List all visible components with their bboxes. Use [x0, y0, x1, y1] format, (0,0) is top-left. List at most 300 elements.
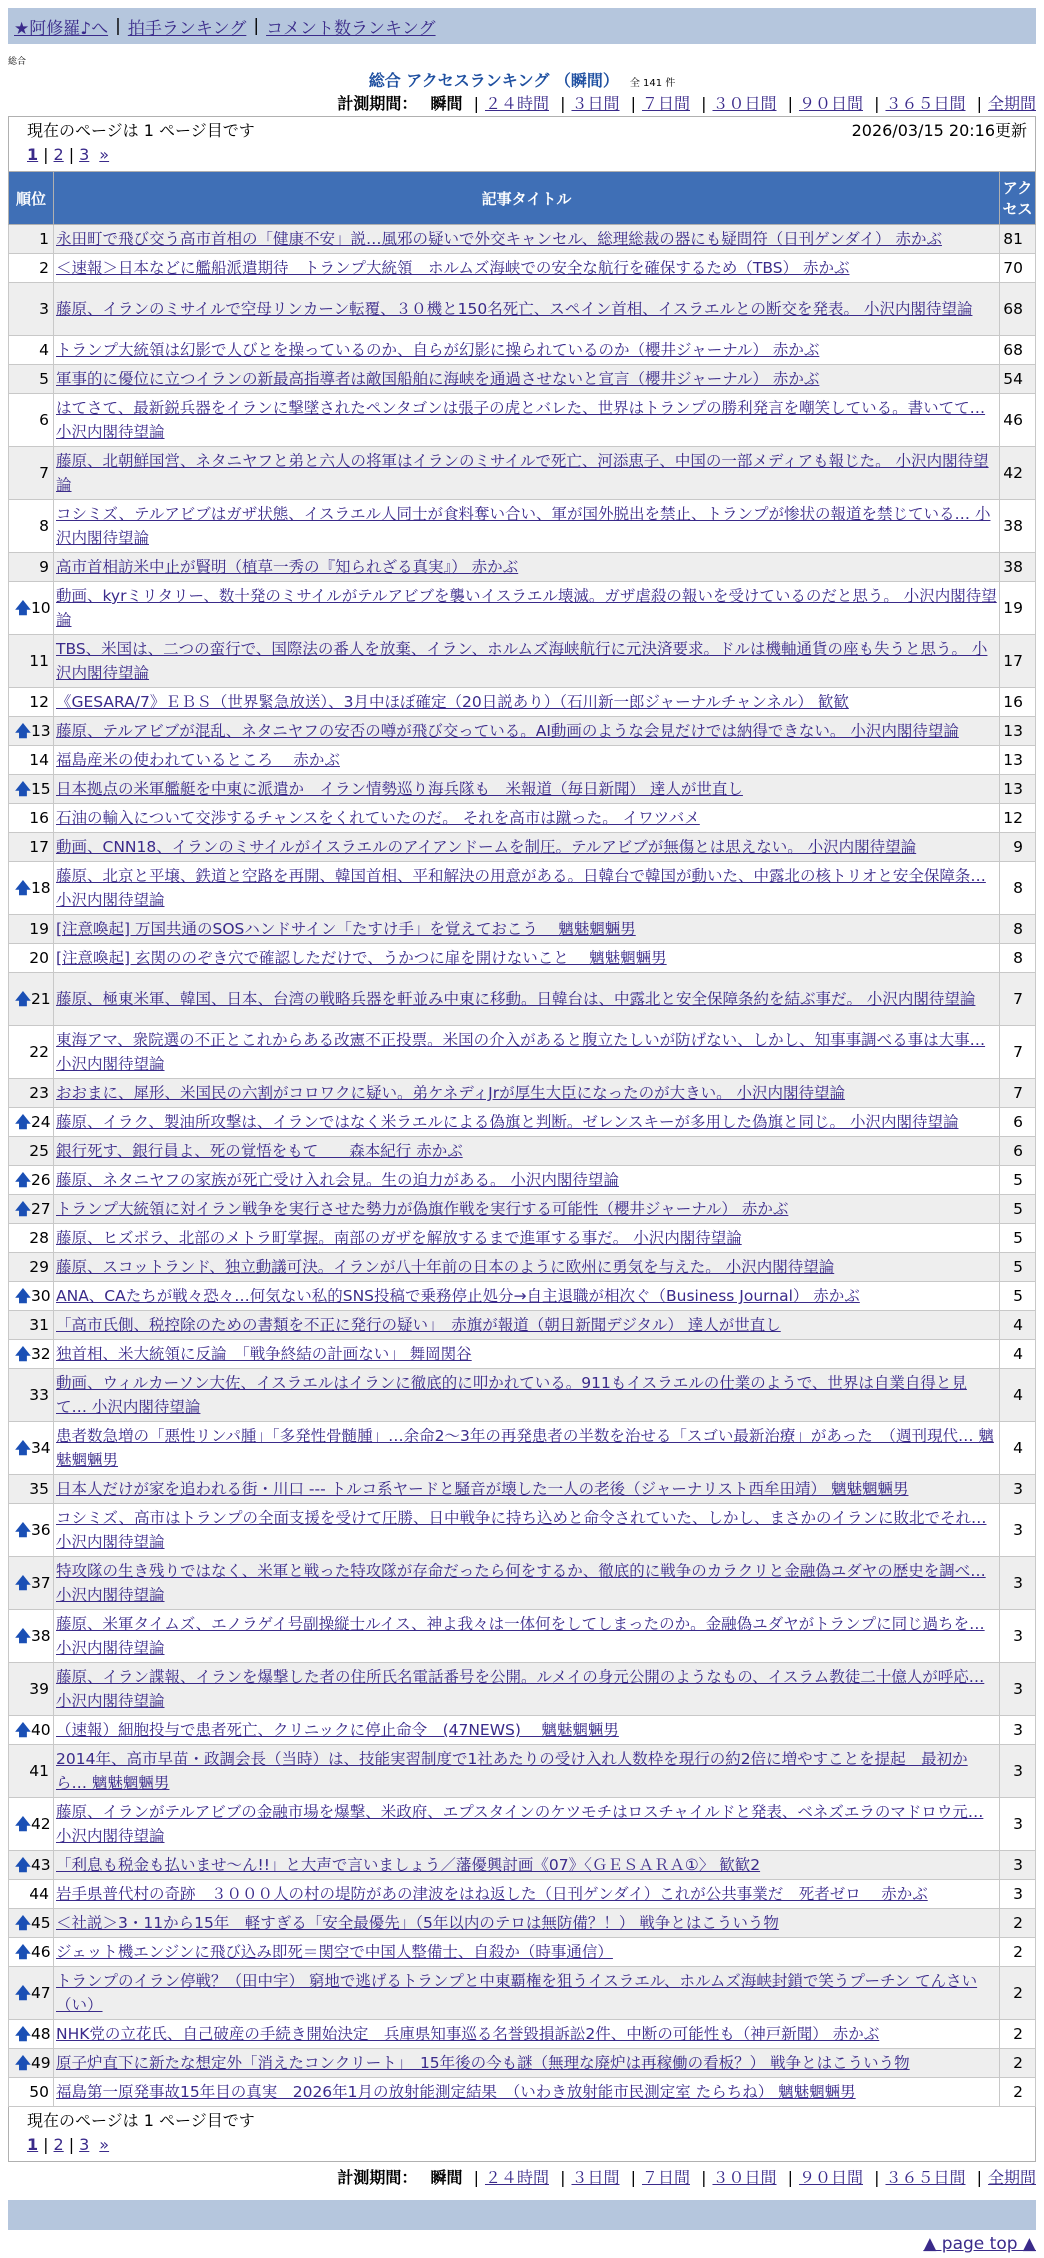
table-row — [9, 1137, 1036, 1166]
rank-up-arrow-icon: 🡅 — [15, 1287, 31, 1305]
rank-cell — [9, 1967, 54, 2020]
article-link[interactable]: [注意喚起] 玄関ののぞき穴で確認しただけで、うかつに扉を開けないこと 魑魅魍魎男 — [56, 949, 667, 967]
rank-cell — [9, 635, 54, 688]
access-count: 3 — [1000, 1475, 1036, 1504]
access-count: 54 — [1000, 365, 1036, 394]
period-link[interactable]: ３６５日間 — [885, 94, 966, 113]
period-selector-bottom: 計測期間： 瞬間 | ２４時間 | ３日間 | ７日間 | ３０日間 | ９０日間 | ３６５日間 | 全期間 — [337, 2168, 1036, 2187]
article-link[interactable]: 藤原、イラク、製油所攻撃は、イランではなく米ラエルによる偽旗と判断。ゼレンスキーが多用した偽旗と同じ。 小沢内閣待望論 — [56, 1113, 959, 1131]
rank-number: 46 — [30, 1943, 51, 1961]
access-count: 3 — [1000, 1663, 1036, 1716]
access-count: 7 — [1000, 973, 1036, 1026]
access-count: 38 — [1000, 500, 1036, 553]
title-cell — [54, 582, 1000, 635]
page-top-link[interactable]: ▲ page top ▲ — [923, 2234, 1036, 2254]
title-cell — [54, 1967, 1000, 2020]
rank-number: 12 — [29, 693, 49, 711]
title-cell — [54, 365, 1000, 394]
rank-cell — [9, 1026, 54, 1079]
article-link[interactable]: コシミズ、高市はトランプの全面支援を受けて圧勝、日中戦争に持ち込めと命令されていた、しかし、まさかのイランに敗北でそれ… 小沢内閣待望論 — [56, 1509, 987, 1551]
access-count: 13 — [1000, 746, 1036, 775]
table-row — [9, 1663, 1036, 1716]
rank-number: 34 — [30, 1439, 51, 1457]
table-row — [9, 2078, 1036, 2107]
table-row — [9, 2049, 1036, 2078]
article-link[interactable]: ANA、CAたちが戦々恐々…何気ない私的SNS投稿で乗務停止処分→自主退職が相次ぐ（Business Journal） 赤かぶ — [56, 1287, 860, 1305]
period-link[interactable]: ７日間 — [641, 2168, 690, 2187]
rank-up-arrow-icon: 🡅 — [15, 1943, 31, 1961]
rank-cell — [9, 1422, 54, 1475]
table-row — [9, 717, 1036, 746]
total-count: 全 141 件 — [629, 78, 676, 89]
rank-number: 35 — [29, 1480, 49, 1498]
rank-cell — [9, 254, 54, 283]
title-cell — [54, 1340, 1000, 1369]
rank-cell — [9, 973, 54, 1026]
title-cell — [54, 2049, 1000, 2078]
article-link[interactable]: 高市首相訪米中止が賢明（植草一秀の『知られざる真実』） 赤かぶ — [56, 558, 519, 576]
article-link[interactable]: 動画、kyrミリタリー、数十発のミサイルがテルアビブを襲いイスラエル壊滅。ガザ虐殺の報いを受けているのだと思う。 小沢内閣待望論 — [56, 587, 997, 629]
article-link[interactable]: 動画、ウィルカーソン大佐、イスラエルはイランに徹底的に叩かれている。911もイスラエルの仕業のようで、世界は自業自得と見て… 小沢内閣待望論 — [56, 1374, 967, 1416]
access-count: 3 — [1000, 1745, 1036, 1798]
article-link[interactable]: 岩手県普代村の奇跡 ３０００人の村の堤防があの津波をはね返した（日刊ゲンダイ）これが公共事業だ 死者ゼロ 赤かぶ — [56, 1885, 928, 1903]
rank-cell — [9, 775, 54, 804]
rank-cell — [9, 833, 54, 862]
rank-cell — [9, 1745, 54, 1798]
access-count: 8 — [1000, 862, 1036, 915]
rank-number: 23 — [29, 1084, 49, 1102]
article-link[interactable]: 原子炉直下に新たな想定外「消えたコンクリート」 15年後の今も謎（無理な廃炉は再稼働の看板？） 戦争とはこういう物 — [56, 2054, 910, 2072]
period-link[interactable]: ３０日間 — [712, 2168, 777, 2187]
pager: 1 | 2 | 3 » — [27, 2135, 110, 2154]
rank-number: 37 — [30, 1574, 51, 1592]
title-cell — [54, 1195, 1000, 1224]
article-link[interactable]: （速報）細胞投与で患者死亡、クリニックに停止命令 (47NEWS) 魑魅魍魎男 — [56, 1721, 619, 1739]
table-row — [9, 1880, 1036, 1909]
rank-cell — [9, 1663, 54, 1716]
period-link[interactable]: ３０日間 — [712, 94, 777, 113]
title-cell — [54, 1282, 1000, 1311]
title-cell — [54, 717, 1000, 746]
article-link[interactable]: おおまに、犀形、米国民の六割がコロワクに疑い。弟ケネディJrが厚生大臣になったのが大きい。 小沢内閣待望論 — [56, 1084, 846, 1102]
access-count: 2 — [1000, 2020, 1036, 2049]
rank-cell — [9, 283, 54, 336]
rank-number: 47 — [30, 1984, 51, 2002]
rank-cell — [9, 1851, 54, 1880]
ranking-table — [8, 171, 1036, 2107]
article-link[interactable]: 藤原、極東米軍、韓国、日本、台湾の戦略兵器を軒並み中東に移動。日韓台は、中露北と安全保障条約を結ぶ事だ。 小沢内閣待望論 — [56, 990, 976, 1008]
table-row — [9, 833, 1036, 862]
access-count: 13 — [1000, 775, 1036, 804]
article-link[interactable]: 動画、CNN18、イランのミサイルがイスラエルのアイアンドームを制圧。テルアビブが無傷とは思えない。 小沢内閣待望論 — [56, 838, 917, 856]
access-count: 5 — [1000, 1253, 1036, 1282]
title-cell — [54, 1369, 1000, 1422]
article-link[interactable]: ＜社説＞3・11から15年 軽すぎる「安全最優先」（5年以内のテロは無防備？！） 戦争とはこういう物 — [56, 1914, 779, 1932]
rank-number: 17 — [29, 838, 49, 856]
article-link[interactable]: ジェット機エンジンに飛び込み即死＝関空で中国人整備士、自殺か（時事通信） — [56, 1943, 613, 1961]
rank-up-arrow-icon: 🡅 — [15, 1627, 31, 1645]
article-link[interactable]: 「利息も税金も払いませ〜ん!!」と大声で言いましょう／藩優興討画《07》〈ＧＥＳＡＲＡ①〉 歓歓2 — [56, 1856, 761, 1874]
title-cell — [54, 447, 1000, 500]
rank-cell — [9, 1195, 54, 1224]
access-count: 68 — [1000, 336, 1036, 365]
article-link[interactable]: 福島第一原発事故15年目の真実 2026年1月の放射能測定結果 （いわき放射能市民測定室 たらちね） 魑魅魍魎男 — [56, 2083, 856, 2101]
access-count: 5 — [1000, 1166, 1036, 1195]
rank-number: 44 — [29, 1885, 49, 1903]
title-cell — [54, 635, 1000, 688]
rank-number: 50 — [29, 2083, 49, 2101]
table-row — [9, 394, 1036, 447]
title-cell — [54, 1880, 1000, 1909]
article-link[interactable]: 藤原、スコットランド、独立動議可決。イランが八十年前の日本のように欧州に勇気を与えた。 小沢内閣待望論 — [56, 1258, 835, 1276]
rank-cell — [9, 1369, 54, 1422]
access-count: 7 — [1000, 1026, 1036, 1079]
access-count: 5 — [1000, 1195, 1036, 1224]
table-row — [9, 1851, 1036, 1880]
article-link[interactable]: 藤原、テルアビブが混乱、ネタニヤフの安否の噂が飛び交っている。AI動画のような会見だけでは納得できない。 小沢内閣待望論 — [56, 722, 959, 740]
rank-number: 10 — [30, 599, 51, 617]
period-label: 計測期間： — [337, 2168, 418, 2187]
access-count: 19 — [1000, 582, 1036, 635]
pager-page[interactable]: 1 — [27, 2135, 39, 2154]
rank-number: 22 — [29, 1043, 49, 1061]
access-count: 81 — [1000, 225, 1036, 254]
article-link[interactable]: 《GESARA/7》ＥＢＳ（世界緊急放送）、3月中ほぼ確定（20日説あり）（石川新一郎ジャーナルチャンネル） 歓歓 — [56, 693, 849, 711]
period-link[interactable]: ９０日間 — [798, 94, 863, 113]
pager: 1 | 2 | 3 » — [27, 145, 110, 164]
page-info-top — [8, 116, 1036, 171]
table-row — [9, 365, 1036, 394]
access-count: 7 — [1000, 1079, 1036, 1108]
rank-cell — [9, 1880, 54, 1909]
current-page-text: 現在のページは 1 ページ目です — [27, 2111, 255, 2130]
updated-timestamp: 2026/03/15 20:16更新 — [851, 121, 1027, 140]
rank-cell — [9, 1798, 54, 1851]
access-count: 38 — [1000, 553, 1036, 582]
table-row — [9, 2020, 1036, 2049]
pager-page[interactable]: 3 — [79, 145, 90, 164]
rank-cell — [9, 394, 54, 447]
table-row — [9, 804, 1036, 833]
table-row — [9, 1166, 1036, 1195]
period-current: 瞬間 — [430, 2168, 463, 2187]
rank-number: 48 — [30, 2025, 51, 2043]
page-title: 総合 アクセスランキング （瞬間） — [368, 71, 619, 90]
title-cell — [54, 2078, 1000, 2107]
period-link[interactable]: 全期間 — [987, 94, 1036, 113]
access-count: 70 — [1000, 254, 1036, 283]
col-access-header: アクセス — [1000, 172, 1036, 225]
rank-cell — [9, 1557, 54, 1610]
rank-cell — [9, 1108, 54, 1137]
article-link[interactable]: 日本人だけが家を追われる街・川口 --- トルコ系ヤードと騒音が壊した一人の老後（ジャーナリスト西牟田靖） 魑魅魍魎男 — [56, 1480, 909, 1498]
rank-cell — [9, 553, 54, 582]
article-link[interactable]: はてさて、最新鋭兵器をイランに撃墜されたペンタゴンは張子の虎とバレた、世界はトランプの勝利発言を嘲笑している。書いてて… 小沢内閣待望論 — [56, 399, 986, 441]
rank-cell — [9, 1716, 54, 1745]
home-link[interactable]: ★阿修羅♪へ — [14, 18, 109, 39]
access-count: 2 — [1000, 2078, 1036, 2107]
rank-number: 15 — [30, 780, 51, 798]
access-count: 6 — [1000, 1108, 1036, 1137]
access-count: 6 — [1000, 1137, 1036, 1166]
title-cell — [54, 944, 1000, 973]
article-link[interactable]: 軍事的に優位に立つイランの新最高指導者は敵国船舶に海峡を通過させないと宣言（櫻井ジャーナル） 赤かぶ — [56, 370, 820, 388]
table-row — [9, 1422, 1036, 1475]
table-row — [9, 1340, 1036, 1369]
title-cell — [54, 746, 1000, 775]
col-rank-header: 順位 — [9, 172, 54, 225]
rank-cell — [9, 2020, 54, 2049]
article-link[interactable]: 患者数急増の「悪性リンパ腫」「多発性骨髄腫」…余命2〜3年の再発患者の半数を治せる「スゴい最新治療」があった （週刊現代… 魑魅魍魎男 — [56, 1427, 994, 1469]
rank-cell — [9, 1311, 54, 1340]
article-link[interactable]: 藤原、北朝鮮国営、ネタニヤフと弟と六人の将軍はイランのミサイルで死亡、河添恵子、中国の一部メディアも報じた。 小沢内閣待望論 — [56, 452, 989, 494]
rank-number: 4 — [39, 341, 49, 359]
table-row — [9, 1557, 1036, 1610]
article-link[interactable]: 特攻隊の生き残りではなく、米軍と戦った特攻隊が存命だったら何をするか、徹底的に戦争のカラクリと金融偽ユダヤの歴史を調べ… 小沢内閣待望論 — [56, 1562, 986, 1604]
article-link[interactable]: 永田町で飛び交う高市首相の「健康不安」説…風邪の疑いで外交キャンセル、総理総裁の器にも疑問符（日刊ゲンダイ） 赤かぶ — [56, 230, 942, 248]
table-row — [9, 254, 1036, 283]
pager-page[interactable]: 2 — [53, 2135, 64, 2154]
rank-number: 36 — [30, 1521, 51, 1539]
title-cell — [54, 1716, 1000, 1745]
rank-cell — [9, 944, 54, 973]
rank-number: 28 — [29, 1229, 49, 1247]
title-cell — [54, 1475, 1000, 1504]
period-link[interactable]: ２４時間 — [484, 94, 549, 113]
rank-number: 3 — [39, 300, 49, 318]
table-row — [9, 862, 1036, 915]
title-cell — [54, 553, 1000, 582]
title-cell — [54, 1311, 1000, 1340]
table-row — [9, 1967, 1036, 2020]
rank-up-arrow-icon: 🡅 — [15, 1721, 31, 1739]
table-row — [9, 1253, 1036, 1282]
table-row — [9, 746, 1036, 775]
period-link[interactable]: ２４時間 — [484, 2168, 549, 2187]
rank-cell — [9, 1909, 54, 1938]
table-row — [9, 1745, 1036, 1798]
rank-up-arrow-icon: 🡅 — [15, 780, 31, 798]
table-row — [9, 1938, 1036, 1967]
article-link[interactable]: 東海アマ、衆院選の不正とこれからある改憲不正投票。米国の介入があると腹立たしいが防げない、しかし、知事事調べる事は大事… 小沢内閣待望論 — [56, 1031, 986, 1073]
title-cell — [54, 394, 1000, 447]
nav-separator: | — [115, 16, 121, 36]
rank-up-arrow-icon: 🡅 — [15, 990, 31, 1008]
pager-page[interactable]: 1 — [27, 145, 39, 164]
access-count: 8 — [1000, 944, 1036, 973]
article-link[interactable]: 藤原、イラン諜報、イランを爆撃した者の住所氏名電話番号を公開。ルメイの身元公開のようなもの、イスラム教徒二十億人が呼応… 小沢内閣待望論 — [56, 1668, 985, 1710]
table-row — [9, 225, 1036, 254]
article-link[interactable]: ＜速報＞日本などに艦船派遣期待 トランプ大統領 ホルムズ海峡での安全な航行を確保するため（TBS） 赤かぶ — [56, 259, 850, 277]
table-row — [9, 1369, 1036, 1422]
table-row — [9, 1195, 1036, 1224]
title-cell — [54, 1137, 1000, 1166]
ranking-rows — [9, 225, 1036, 2107]
col-title-header: 記事タイトル — [54, 172, 1000, 225]
period-link[interactable]: ７日間 — [641, 94, 690, 113]
table-row — [9, 915, 1036, 944]
rank-number: 16 — [29, 809, 49, 827]
access-count: 2 — [1000, 2049, 1036, 2078]
rank-up-arrow-icon: 🡅 — [15, 1521, 31, 1539]
access-count: 3 — [1000, 1798, 1036, 1851]
claps-ranking-link[interactable]: 拍手ランキング — [127, 18, 247, 39]
article-link[interactable]: 藤原、ネタニヤフの家族が死亡受け入れ会見。生の迫力がある。 小沢内閣待望論 — [56, 1171, 619, 1189]
period-link[interactable]: ３日間 — [571, 2168, 620, 2187]
rank-number: 27 — [30, 1200, 51, 1218]
pager-page[interactable]: 3 — [79, 2135, 90, 2154]
article-link[interactable]: トランプ大統領に対イラン戦争を実行させた勢力が偽旗作戦を実行する可能性（櫻井ジャーナル） 赤かぶ — [56, 1200, 789, 1218]
access-count: 3 — [1000, 1610, 1036, 1663]
rank-number: 40 — [30, 1721, 51, 1739]
title-cell — [54, 862, 1000, 915]
access-count: 2 — [1000, 1938, 1036, 1967]
title-cell — [54, 336, 1000, 365]
title-cell — [54, 2020, 1000, 2049]
pager-next[interactable]: » — [99, 2135, 110, 2154]
rank-up-arrow-icon: 🡅 — [15, 1439, 31, 1457]
article-link[interactable]: 日本拠点の米軍艦艇を中東に派遣か イラン情勢巡り海兵隊も 米報道（毎日新聞） 達人が世直し — [56, 780, 743, 798]
period-label: 計測期間： — [337, 94, 418, 113]
table-row — [9, 1610, 1036, 1663]
table-row — [9, 447, 1036, 500]
table-row — [9, 1798, 1036, 1851]
table-row — [9, 1282, 1036, 1311]
period-link[interactable]: ９０日間 — [798, 2168, 863, 2187]
article-link[interactable]: 銀行死す、銀行員よ、死の覚悟をもて 森本紀行 赤かぶ — [56, 1142, 463, 1160]
table-row — [9, 1504, 1036, 1557]
rank-up-arrow-icon: 🡅 — [15, 599, 31, 617]
article-link[interactable]: トランプ大統領は幻影で人びとを操っているのか、自らが幻影に操られているのか（櫻井ジャーナル） 赤かぶ — [56, 341, 820, 359]
article-link[interactable]: 福島産米の使われているところ 赤かぶ — [56, 751, 340, 769]
rank-up-arrow-icon: 🡅 — [15, 879, 31, 897]
article-link[interactable]: 藤原、米軍タイムズ、エノラゲイ号副操縦士ルイス、神よ我々は一体何をしてしまったのか。金融偽ユダヤがトランプに同じ過ちを… 小沢内閣待望論 — [56, 1615, 985, 1657]
table-row — [9, 500, 1036, 553]
title-cell — [54, 688, 1000, 717]
rank-number: 26 — [30, 1171, 51, 1189]
rank-cell — [9, 500, 54, 553]
access-count: 12 — [1000, 804, 1036, 833]
rank-number: 25 — [29, 1142, 49, 1160]
table-row — [9, 1026, 1036, 1079]
rank-number: 38 — [30, 1627, 51, 1645]
access-count: 5 — [1000, 1282, 1036, 1311]
article-link[interactable]: 藤原、北京と平壌、鉄道と空路を再開、韓国首相、平和解決の用意がある。日韓台で韓国が動いた、中露北の核トリオと安全保障条… 小沢内閣待望論 — [56, 867, 986, 909]
access-count: 46 — [1000, 394, 1036, 447]
article-link[interactable]: [注意喚起] 万国共通のSOSハンドサイン「たすけ手」を覚えておこう 魑魅魍魎男 — [56, 920, 636, 938]
table-row — [9, 1108, 1036, 1137]
access-count: 8 — [1000, 915, 1036, 944]
title-cell — [54, 1745, 1000, 1798]
pager-page[interactable]: 2 — [53, 145, 64, 164]
table-row — [9, 1224, 1036, 1253]
title-cell — [54, 1026, 1000, 1079]
period-link[interactable]: ３日間 — [571, 94, 620, 113]
title-cell — [54, 225, 1000, 254]
access-count: 4 — [1000, 1422, 1036, 1475]
title-cell — [54, 1938, 1000, 1967]
current-page-text: 現在のページは 1 ページ目です — [27, 121, 255, 140]
table-row — [9, 1716, 1036, 1745]
article-link[interactable]: TBS、米国は、二つの蛮行で、国際法の番人を放棄、イラン、ホルムズ海峡航行に元決済要求。ドルは機軸通貨の座も失うと思う。 小沢内閣待望論 — [56, 640, 988, 682]
article-link[interactable]: コシミズ、テルアビブはガザ状態、イスラエル人同士が食料奪い合い、軍が国外脱出を禁止、トランプが惨状の報道を禁じている… 小沢内閣待望論 — [56, 505, 991, 547]
table-row — [9, 1311, 1036, 1340]
title-cell — [54, 1504, 1000, 1557]
article-link[interactable]: 2014年、高市早苗・政調会長（当時）は、技能実習制度で1社あたりの受け入れ人数枠を現行の約2倍に増やすことを提起 最初から… 魑魅魍魎男 — [56, 1750, 968, 1792]
rank-number: 31 — [29, 1316, 49, 1334]
access-count: 13 — [1000, 717, 1036, 746]
rank-up-arrow-icon: 🡅 — [15, 1113, 31, 1131]
access-count: 4 — [1000, 1340, 1036, 1369]
rank-number: 8 — [39, 517, 49, 535]
rank-up-arrow-icon: 🡅 — [15, 1856, 31, 1874]
article-link[interactable]: 藤原、ヒズボラ、北部のメトラ町掌握。南部のガザを解放するまで進軍する事だ。 小沢内閣待望論 — [56, 1229, 742, 1247]
rank-cell — [9, 717, 54, 746]
rank-cell — [9, 915, 54, 944]
period-link[interactable]: 全期間 — [987, 2168, 1036, 2187]
article-link[interactable]: 独首相、米大統領に反論 「戦争終結の計画ない」 舞岡関谷 — [56, 1345, 472, 1363]
rank-number: 33 — [29, 1386, 49, 1404]
rank-cell — [9, 688, 54, 717]
title-cell — [54, 1253, 1000, 1282]
article-link[interactable]: 藤原、イランがテルアビブの金融市場を爆撃、米政府、エプスタインのケツモチはロスチャイルドと発表、ベネズエラのマドロウ元… 小沢内閣待望論 — [56, 1803, 984, 1845]
access-count: 2 — [1000, 1967, 1036, 2020]
rank-cell — [9, 1610, 54, 1663]
title-cell — [54, 775, 1000, 804]
article-link[interactable]: NHK党の立花氏、自己破産の手続き開始決定 兵庫県知事巡る名誉毀損訴訟2件、中断の可能性も（神戸新聞） 赤かぶ — [56, 2025, 880, 2043]
title-cell — [54, 804, 1000, 833]
title-cell — [54, 1422, 1000, 1475]
rank-up-arrow-icon: 🡅 — [15, 2054, 31, 2072]
table-row — [9, 1079, 1036, 1108]
table-row — [9, 336, 1036, 365]
rank-number: 9 — [39, 558, 49, 576]
rank-number: 42 — [30, 1815, 51, 1833]
comments-ranking-link[interactable]: コメント数ランキング — [266, 18, 436, 39]
table-row — [9, 582, 1036, 635]
rank-number: 30 — [30, 1287, 51, 1305]
bottom-bar — [8, 2200, 1036, 2230]
title-cell — [54, 973, 1000, 1026]
title-cell — [54, 283, 1000, 336]
rank-up-arrow-icon: 🡅 — [15, 722, 31, 740]
access-count: 9 — [1000, 833, 1036, 862]
period-link[interactable]: ３６５日間 — [885, 2168, 966, 2187]
title-cell — [54, 254, 1000, 283]
title-cell — [54, 500, 1000, 553]
article-link[interactable]: 「高市氏側、税控除のための書類を不正に発行の疑い」 赤旗が報道（朝日新聞デジタル） 達人が世直し — [56, 1316, 781, 1334]
period-selector: 計測期間： 瞬間 | ２４時間 | ３日間 | ７日間 | ３０日間 | ９０日間 | ３６５日間 | 全期間 — [337, 94, 1036, 113]
rank-cell — [9, 1475, 54, 1504]
article-link[interactable]: トランプのイラン停戦？（田中宇） 窮地で逃げるトランプと中東覇権を狙うイスラエル、ホルムズ海峡封鎖で笑うプーチン てんさい（い） — [56, 1972, 978, 2014]
pager-next[interactable]: » — [99, 145, 110, 164]
rank-number: 24 — [30, 1113, 51, 1131]
title-cell — [54, 1851, 1000, 1880]
rank-cell — [9, 365, 54, 394]
access-count: 5 — [1000, 1224, 1036, 1253]
access-count: 3 — [1000, 1716, 1036, 1745]
page-title-row — [0, 70, 1044, 92]
rank-cell — [9, 1282, 54, 1311]
access-count: 3 — [1000, 1880, 1036, 1909]
table-row — [9, 553, 1036, 582]
top-nav — [8, 8, 1036, 44]
article-link[interactable]: 石油の輸入について交渉するチャンスをくれていたのだ。 それを高市は蹴った。 イワツバメ — [56, 809, 700, 827]
rank-cell — [9, 336, 54, 365]
article-link[interactable]: 藤原、イランのミサイルで空母リンカーン転覆、３０機と150名死亡、スペイン首相、イスラエルとの断交を発表。 小沢内閣待望論 — [56, 300, 973, 318]
rank-number: 6 — [39, 411, 49, 429]
rank-number: 19 — [29, 920, 49, 938]
